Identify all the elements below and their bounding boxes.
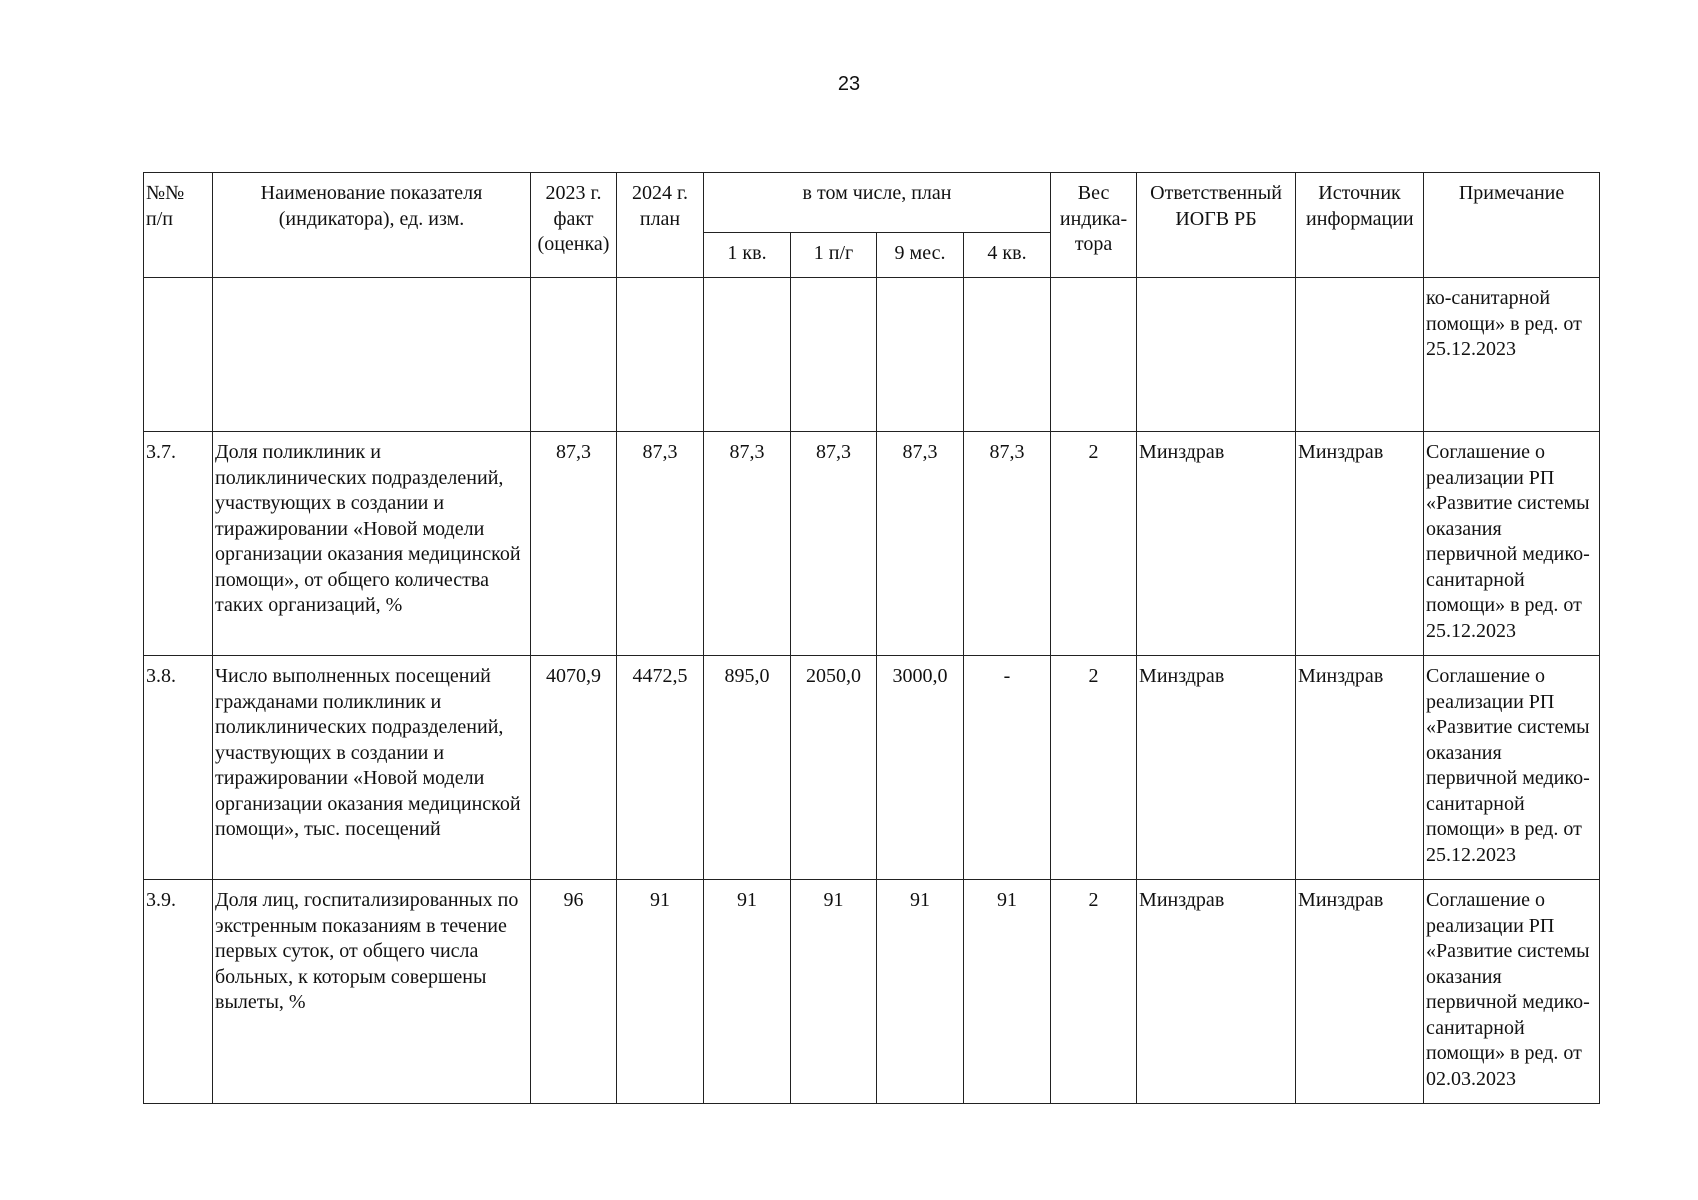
cell-h1: 2050,0: [791, 656, 877, 880]
cell-plan-2024: [617, 278, 704, 432]
cell-num: 3.7.: [144, 432, 213, 656]
cell-q1: 87,3: [704, 432, 791, 656]
cell-weight: 2: [1051, 656, 1137, 880]
cell-9m: 87,3: [877, 432, 964, 656]
cell-q4: 91: [964, 880, 1051, 1104]
header-incl-plan: в том числе, план: [704, 173, 1051, 233]
cell-h1: 87,3: [791, 432, 877, 656]
cell-fact-2023: 87,3: [531, 432, 617, 656]
cell-weight: 2: [1051, 432, 1137, 656]
cell-q1: 895,0: [704, 656, 791, 880]
indicators-table: [143, 172, 1600, 1104]
cell-note: Соглашение о реализации РП «Развитие системы оказания первичной медико-санитарной помощи» в ред. от 02.03.2023: [1424, 880, 1600, 1104]
cell-responsible: Минздрав: [1137, 656, 1296, 880]
cell-name: Доля поликлиник и поликлинических подразделений, участвующих в создании и тиражировании «Новой модели организации оказания медицинской помощи», от общего количества таких организаций, %: [213, 432, 531, 656]
cell-note: Соглашение о реализации РП «Развитие системы оказания первичной медико-санитарной помощи» в ред. от 25.12.2023: [1424, 432, 1600, 656]
cell-fact-2023: 4070,9: [531, 656, 617, 880]
cell-fact-2023: 96: [531, 880, 617, 1104]
table-header-row: [144, 173, 1600, 233]
table-row: [144, 278, 1600, 432]
header-name: Наименование показателя (индикатора), ед. изм.: [213, 173, 531, 278]
cell-responsible: Минздрав: [1137, 432, 1296, 656]
cell-h1: [791, 278, 877, 432]
cell-h1: 91: [791, 880, 877, 1104]
page-number: 23: [837, 73, 861, 95]
cell-q1: [704, 278, 791, 432]
header-q4: 4 кв.: [964, 233, 1051, 278]
header-responsible: Ответственный ИОГВ РБ: [1137, 173, 1296, 278]
cell-q4: -: [964, 656, 1051, 880]
cell-9m: [877, 278, 964, 432]
header-fact-2023: 2023 г. факт (оценка): [531, 173, 617, 278]
header-plan-2024: 2024 г. план: [617, 173, 704, 278]
cell-num: [144, 278, 213, 432]
cell-plan-2024: 87,3: [617, 432, 704, 656]
header-source: Источник информации: [1296, 173, 1424, 278]
cell-weight: 2: [1051, 880, 1137, 1104]
cell-source: Минздрав: [1296, 656, 1424, 880]
cell-num: 3.8.: [144, 656, 213, 880]
cell-plan-2024: 91: [617, 880, 704, 1104]
table-row: [144, 656, 1600, 880]
cell-9m: 3000,0: [877, 656, 964, 880]
table-row: [144, 432, 1600, 656]
header-h1: 1 п/г: [791, 233, 877, 278]
header-weight: Вес индика-тора: [1051, 173, 1137, 278]
cell-name: Доля лиц, госпитализированных по экстренным показаниям в течение первых суток, от общего числа больных, к которым совершены вылеты, %: [213, 880, 531, 1104]
header-num: №№ п/п: [144, 173, 213, 278]
cell-responsible: [1137, 278, 1296, 432]
cell-num: 3.9.: [144, 880, 213, 1104]
cell-note: ко-санитарной помощи» в ред. от 25.12.2023: [1424, 278, 1600, 432]
cell-responsible: Минздрав: [1137, 880, 1296, 1104]
cell-name: [213, 278, 531, 432]
cell-weight: [1051, 278, 1137, 432]
cell-source: [1296, 278, 1424, 432]
header-note: Примечание: [1424, 173, 1600, 278]
cell-plan-2024: 4472,5: [617, 656, 704, 880]
cell-q4: 87,3: [964, 432, 1051, 656]
cell-q1: 91: [704, 880, 791, 1104]
cell-source: Минздрав: [1296, 880, 1424, 1104]
cell-note: Соглашение о реализации РП «Развитие системы оказания первичной медико-санитарной помощи» в ред. от 25.12.2023: [1424, 656, 1600, 880]
cell-fact-2023: [531, 278, 617, 432]
cell-source: Минздрав: [1296, 432, 1424, 656]
table-row: [144, 880, 1600, 1104]
cell-name: Число выполненных посещений гражданами поликлиник и поликлинических подразделений, участвующих в создании и тиражировании «Новой модели организации оказания медицинской помощи», тыс. посещений: [213, 656, 531, 880]
header-q1: 1 кв.: [704, 233, 791, 278]
cell-9m: 91: [877, 880, 964, 1104]
header-9m: 9 мес.: [877, 233, 964, 278]
cell-q4: [964, 278, 1051, 432]
